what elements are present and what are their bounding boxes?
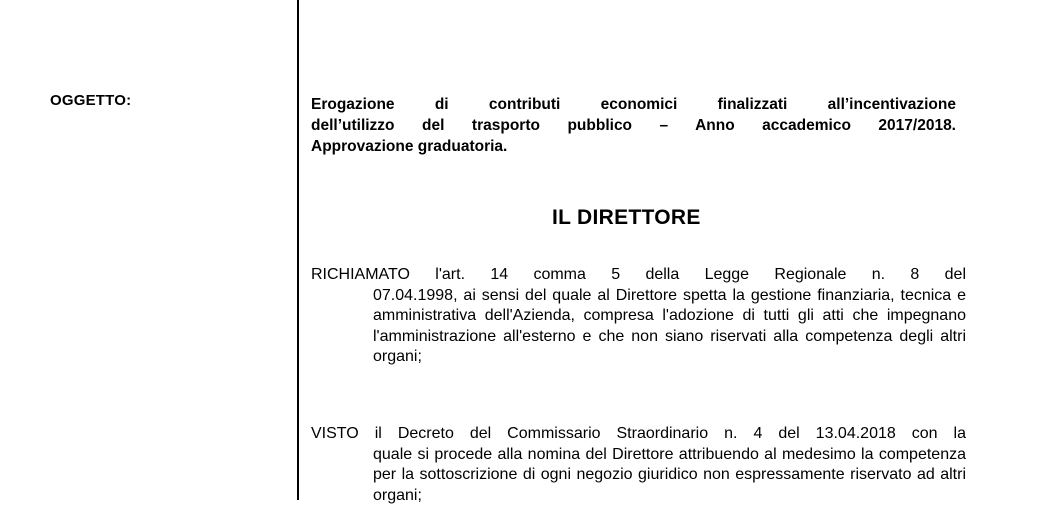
subject-text [311, 94, 956, 157]
vertical-divider [297, 0, 299, 500]
paragraph-first-line: VISTO il Decreto del Commissario Straordinario n. 4 del 13.04.2018 con la [311, 424, 966, 445]
subject-line: Erogazione di contributi economici finalizzati all’incentivazione [311, 94, 956, 115]
paragraph-visto [311, 424, 966, 506]
paragraph-richiamato [311, 265, 966, 368]
subject-line: Approvazione graduatoria. [311, 136, 956, 157]
subject-label: OGGETTO: [50, 92, 131, 109]
document-heading: IL DIRETTORE [552, 206, 701, 230]
paragraph-body: 07.04.1998, ai sensi del quale al Direttore spetta la gestione finanziaria, tecnica e amministrativa dell'Azienda, compresa l'adozione di tutti gli atti che impegnano l'amministrazione all'esterno e che non siano riservati alla competenza degli altri organi; [373, 286, 966, 368]
paragraph-first-line: RICHIAMATO l'art. 14 comma 5 della Legge Regionale n. 8 del [311, 265, 966, 286]
subject-line: dell’utilizzo del trasporto pubblico – Anno accademico 2017/2018. [311, 115, 956, 136]
paragraph-body: quale si procede alla nomina del Direttore attribuendo al medesimo la competenza per la sottoscrizione di ogni negozio giuridico non espressamente riservato ad altri organi; [373, 445, 966, 506]
